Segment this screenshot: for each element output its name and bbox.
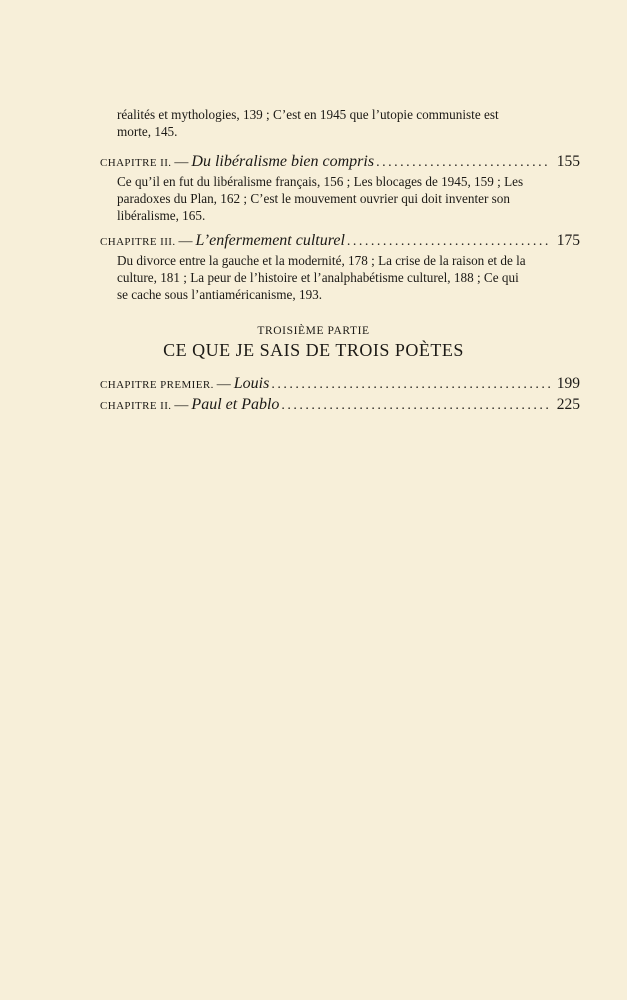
chapter-title: Paul et Pablo — [191, 396, 280, 413]
part-label: TROISIÈME PARTIE — [257, 325, 370, 337]
chapter-page-number: 175 — [556, 232, 580, 249]
part-title: CE QUE JE SAIS DE TROIS POÈTES — [163, 340, 464, 360]
toc-entry-heading — [100, 395, 580, 416]
chapter-title: Du libéralisme bien compris — [191, 153, 375, 170]
dot-leader — [281, 396, 550, 416]
toc-entry-chapter-3 — [100, 231, 580, 303]
chapter-title: Louis — [233, 375, 270, 392]
dot-leader — [347, 232, 551, 252]
dot-leader — [376, 153, 551, 173]
toc-entry-part3-chapter-2 — [100, 395, 580, 416]
dot-leader — [271, 375, 550, 395]
chapter-page-number: 199 — [556, 375, 580, 392]
chapter-label: CHAPITRE II. — [100, 157, 172, 169]
chapter-page-number: 155 — [556, 153, 580, 170]
chapter-summary: Ce qu’il en fut du libéralisme français, 156 ; Les blocages de 1945, 159 ; Les paradoxes du Plan, 162 ; C’est le mouvement ouvrier qui doit inventer son libéralisme, 165. — [117, 174, 524, 223]
chapter-label: CHAPITRE PREMIER. — [100, 379, 214, 391]
chapter-label: CHAPITRE II. — [100, 400, 172, 412]
toc-entry-chapter-2 — [100, 152, 580, 224]
toc-entry-heading — [100, 374, 580, 395]
chapter-dash: — — [174, 398, 189, 413]
chapter-dash: — — [216, 377, 231, 392]
continuation-text: réalités et mythologies, 139 ; C’est en 1945 que l’utopie communiste est morte, 145. — [117, 107, 499, 139]
toc-entry-part3-chapter-1 — [100, 374, 580, 395]
chapter-label: CHAPITRE III. — [100, 236, 176, 248]
chapter-dash: — — [178, 234, 193, 249]
chapter-dash: — — [174, 155, 189, 170]
toc-entry-heading — [100, 231, 580, 252]
toc-entry-heading — [100, 152, 580, 173]
chapter-title: L’enfermement culturel — [195, 232, 345, 249]
chapter-summary: Du divorce entre la gauche et la modernité, 178 ; La crise de la raison et de la culture, 181 ; La peur de l’histoire et l’analphabétisme culturel, 188 ; Ce qui se cache sous l’antiaméricanisme, 193. — [117, 253, 526, 302]
chapter-page-number: 225 — [556, 396, 580, 413]
